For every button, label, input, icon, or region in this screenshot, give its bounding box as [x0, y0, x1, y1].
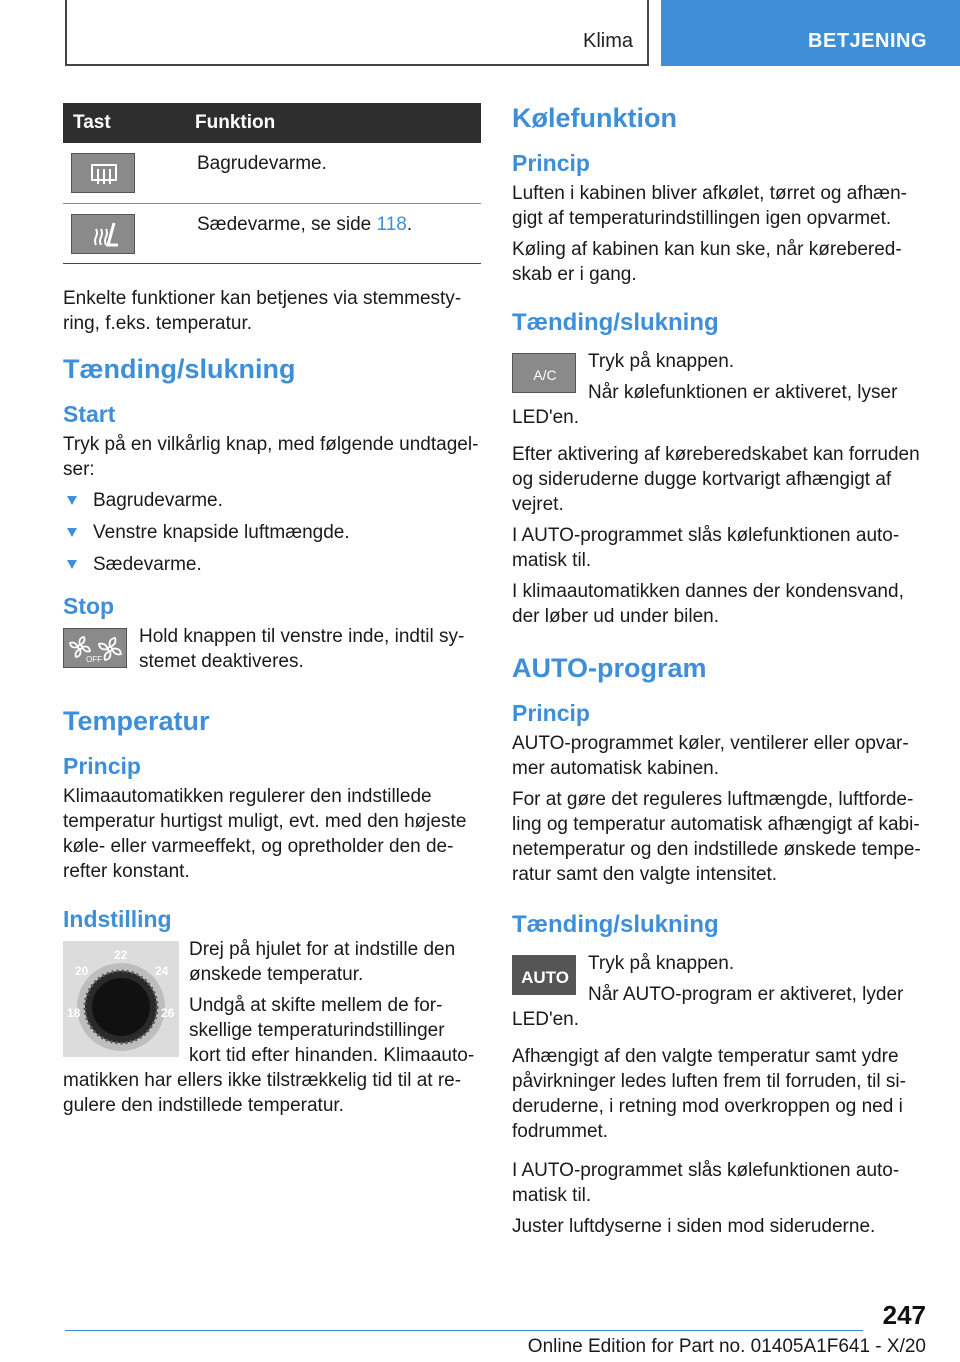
auto-button-icon	[512, 955, 576, 995]
ac-text-3: Efter aktivering af køreberedskabet kan forruden og sideruderne dugge kortvarigt afhængigt af vejret.	[512, 444, 920, 515]
footer-divider	[65, 1330, 863, 1331]
temperature-dial-image	[63, 941, 179, 1057]
dial-label-18: 18	[67, 1005, 81, 1020]
bullet-triangle-icon	[67, 496, 77, 505]
left-column	[63, 103, 481, 1124]
header-section-box	[65, 0, 649, 66]
function-table	[63, 103, 481, 264]
auto-block	[512, 951, 927, 1038]
rear-defrost-icon	[71, 153, 135, 193]
header-section-title: Klima	[582, 30, 633, 52]
heading-princip-cool: Princip	[512, 150, 590, 176]
indstilling-block	[63, 937, 481, 1124]
start-text: Tryk på en vilkårlig knap, med følgende undtagelser:	[63, 433, 479, 480]
table-header-tast: Tast	[63, 103, 187, 143]
table-header-row	[63, 103, 481, 143]
table-row	[63, 143, 481, 203]
ac-block	[512, 349, 927, 436]
auto-text-4: Når AUTO-program er aktiveret, lyder LED'en.	[512, 984, 904, 1030]
indstilling-text-2: Undgå at skifte mellem de forskellige temperaturindstillinger kort tid efter hinanden. Klimaautomatikken har ellers ikke tilstrækkelig tid til at regulere den indstillede temperatur.	[63, 994, 475, 1116]
page-number: 247	[882, 1300, 926, 1330]
header-chapter-box	[661, 0, 960, 66]
auto-text-6: I AUTO-programmet slås kølefunktionen automatisk til.	[512, 1160, 900, 1206]
dial-label-24: 24	[155, 963, 169, 978]
page-reference-link[interactable]: 118	[376, 213, 407, 235]
auto-text-7: Juster luftdyserne i siden mod sideruderne.	[512, 1216, 876, 1237]
seat-heating-icon	[71, 214, 135, 254]
intro-text: Enkelte funktioner kan betjenes via stemmestyring, f.eks. temperatur.	[63, 287, 462, 334]
stop-text: Hold knappen til venstre inde, indtil systemet deaktiveres.	[139, 625, 465, 672]
cool-text-2: Køling af kabinen kan kun ske, når køreberedskab er i gang.	[512, 239, 902, 285]
fan-off-icon	[63, 628, 127, 668]
heading-start: Start	[63, 400, 116, 427]
footer-edition: Online Edition for Part no. 01405A1F641 - X/20	[527, 1336, 926, 1357]
table-cell-text: Sædevarme, se side 118.	[187, 203, 481, 263]
svg-text:OFF: OFF	[86, 654, 102, 664]
heading-onoff: Tænding/slukning	[63, 353, 296, 384]
heading-onoff-ac: Tænding/slukning	[512, 309, 719, 336]
auto-text-2: For at gøre det reguleres luftmængde, luftfordeling og temperatur automatisk afhængigt af kabinetemperatur og den indstillede ønskede temperatur samt den valgte intensitet.	[512, 789, 921, 885]
heading-stop: Stop	[63, 592, 115, 619]
dial-label-22: 22	[114, 947, 128, 962]
table-header-funktion: Funktion	[187, 103, 481, 143]
dial-label-20: 20	[75, 963, 89, 978]
auto-text-3: Tryk på knappen.	[588, 953, 735, 974]
indstilling-text-1: Drej på hjulet for at indstille den ønskede temperatur.	[189, 938, 456, 985]
header-chapter-title: BETJENING	[808, 30, 927, 52]
ac-text-2: Når kølefunktionen er aktiveret, lyser LED'en.	[512, 382, 898, 428]
auto-text-1: AUTO-programmet køler, ventilerer eller opvarmer automatisk kabinen.	[512, 733, 909, 779]
heading-temperatur: Temperatur	[63, 705, 210, 736]
heading-indstilling: Indstilling	[63, 905, 172, 932]
heading-onoff-auto: Tænding/slukning	[512, 911, 719, 938]
heading-princip-auto: Princip	[512, 700, 590, 726]
table-cell-text: Bagrudevarme.	[187, 143, 481, 203]
heading-kolefunktion: Kølefunktion	[512, 103, 677, 133]
princip-text: Klimaautomatikken regulerer den indstillede temperatur hurtigst muligt, evt. med den højeste køle- eller varmeeffekt, og opretholder den derefter konstant.	[63, 785, 467, 882]
start-exceptions-list	[63, 488, 481, 577]
bullet-triangle-icon	[67, 560, 77, 569]
ac-text-1: Tryk på knappen.	[588, 351, 735, 372]
ac-button-icon	[512, 353, 576, 393]
auto-text-5: Afhængigt af den valgte temperatur samt ydre påvirkninger ledes luften frem til forruden, til sideruderne, i retning mod overkroppen og ned i fodrummet.	[512, 1046, 906, 1142]
ac-text-5: I klimaautomatikken dannes der kondensvand, der løber ud under bilen.	[512, 581, 904, 627]
heading-princip-temp: Princip	[63, 752, 141, 779]
table-row	[63, 203, 481, 263]
svg-text:AUTO: AUTO	[521, 968, 569, 987]
stop-block	[63, 624, 481, 680]
bullet-triangle-icon	[67, 528, 77, 537]
list-item: Bagrudevarme.	[63, 488, 481, 513]
heading-auto-program: AUTO-program	[512, 653, 707, 683]
cool-text-1: Luften i kabinen bliver afkølet, tørret og afhængigt af temperaturindstillingen igen opvarmet.	[512, 183, 907, 229]
svg-text:A/C: A/C	[533, 367, 557, 383]
dial-label-26: 26	[161, 1005, 175, 1020]
right-column	[512, 103, 927, 1245]
list-item: Sædevarme.	[63, 552, 481, 577]
list-item: Venstre knapside luftmængde.	[63, 520, 481, 545]
ac-text-4: I AUTO-programmet slås kølefunktionen automatisk til.	[512, 525, 900, 571]
